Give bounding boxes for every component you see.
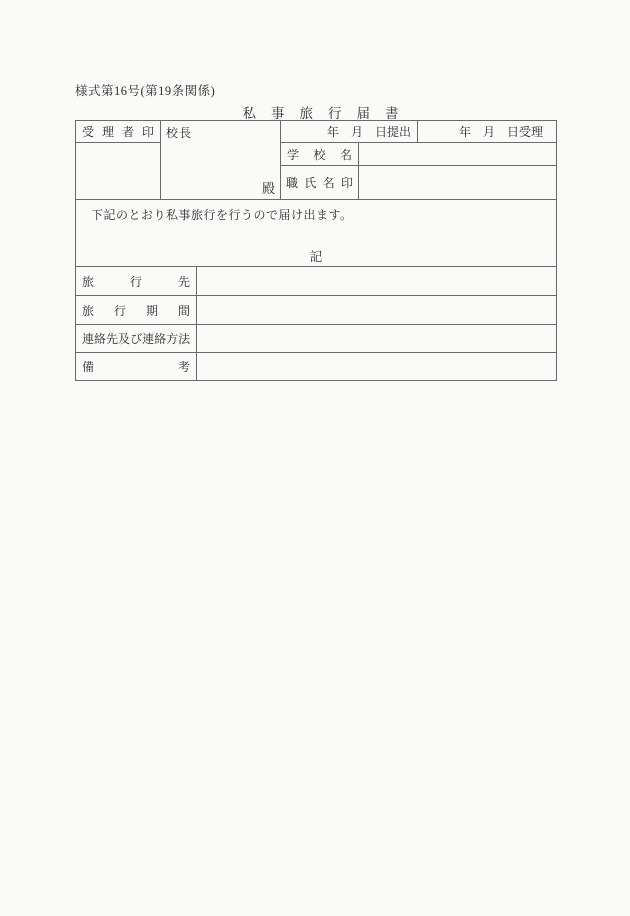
receiver-seal-label: 受 理 者 印 xyxy=(82,125,154,139)
declaration-cell xyxy=(76,200,557,267)
honorific-suffix-label: 殿 xyxy=(261,181,275,196)
field-label-contact-method-cell xyxy=(76,325,197,353)
field-value-remarks xyxy=(197,353,557,381)
field-label-travel-destination: 旅 行 先 xyxy=(82,274,190,289)
receiver-seal-stamp-area xyxy=(76,143,161,200)
received-date-cell: 年 月 日受理 xyxy=(418,121,557,143)
school-name-label-cell xyxy=(281,143,359,166)
note-heading: 記 xyxy=(309,250,323,264)
field-label-remarks-cell xyxy=(76,353,197,381)
field-value-contact-method xyxy=(197,325,557,353)
addressee-cell xyxy=(161,121,281,200)
position-name-seal-value-cell xyxy=(359,166,557,200)
field-label-travel-period-cell xyxy=(76,296,197,325)
principal-label: 校長 xyxy=(166,126,193,140)
field-label-remarks: 備 考 xyxy=(82,360,190,374)
submitted-date-cell: 年 月 日提出 xyxy=(281,121,418,143)
form-title: 私事旅行届書 xyxy=(242,106,414,121)
position-name-seal-label: 職 氏 名 印 xyxy=(286,176,353,190)
field-label-contact-method: 連 絡 先 及 び 連 絡 方 法 xyxy=(82,332,191,346)
school-name-value-cell xyxy=(359,143,557,166)
field-label-travel-destination-cell xyxy=(76,267,197,296)
form-number: 様式第16号(第19条関係) xyxy=(75,84,216,98)
form-table xyxy=(75,120,557,381)
receiver-seal-header-cell xyxy=(76,121,161,143)
declaration-text: 下記のとおり私事旅行を行うので届け出ます。 xyxy=(91,208,353,222)
position-name-seal-label-cell xyxy=(281,166,359,200)
school-name-label: 学 校 名 xyxy=(287,147,352,162)
field-value-travel-destination xyxy=(197,267,557,296)
field-label-travel-period: 旅 行 期 間 xyxy=(82,303,190,318)
field-value-travel-period xyxy=(197,296,557,325)
